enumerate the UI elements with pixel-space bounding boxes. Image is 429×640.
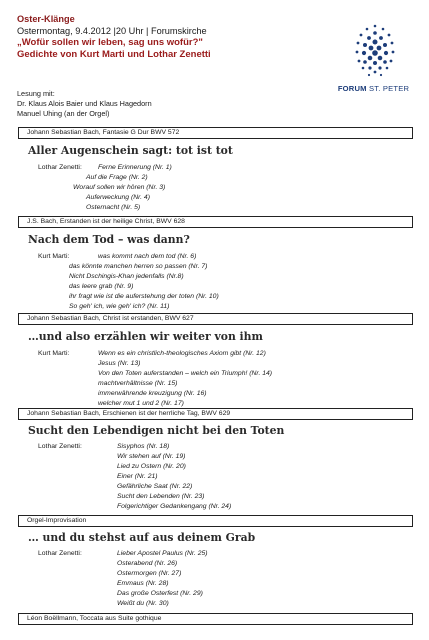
forum-st-peter-logo [326, 22, 421, 102]
program-subtitle: Gedichte von Kurt Marti und Lothar Zenetti [17, 49, 211, 60]
poem-5: Osternacht (Nr. 5) [86, 204, 141, 211]
readers-line-2: Manuel Uhing (an der Orgel) [17, 109, 110, 118]
poem-15: machtverhältnisse (Nr. 15) [98, 380, 178, 387]
poem-2: Auf die Frage (Nr. 2) [86, 174, 148, 181]
poem-9: das leere grab (Nr. 9) [69, 283, 134, 290]
dot-circle-icon [352, 22, 398, 80]
poem-21: Einer (Nr. 21) [117, 473, 158, 480]
poem-3: Worauf sollen wir hören (Nr. 3) [73, 184, 166, 191]
music-item-4: Johann Sebastian Bach, Erschienen ist der herrliche Tag, BWV 629 [18, 408, 413, 420]
poem-24: Folgerichtiger Gedankengang (Nr. 24) [117, 503, 232, 510]
event-title: Oster-Klänge [17, 14, 75, 24]
logo-wordmark [326, 84, 421, 93]
poem-17: welcher mut 1 und 2 (Nr. 17) [98, 400, 184, 407]
poem-29: Das große Osterfest (Nr. 29) [117, 590, 203, 597]
poem-12: Wenn es ein christlich-theologisches Axiom gibt (Nr. 12) [98, 350, 266, 357]
readers-label: Lesung mit: [17, 89, 55, 98]
section-3-author: Kurt Marti: [38, 350, 70, 357]
poem-28: Emmaus (Nr. 28) [117, 580, 169, 587]
poem-13: Jesus (Nr. 13) [98, 360, 141, 367]
section-2-author: Kurt Marti: [38, 253, 70, 260]
program-title: „Wofür sollen wir leben, sag uns wofür?" [17, 37, 203, 48]
poem-8: Nicht Dschingis-Khan jedenfalls (Nr.8) [69, 273, 184, 280]
poem-18: Sisyphos (Nr. 18) [117, 443, 170, 450]
poem-20: Lied zu Ostern (Nr. 20) [117, 463, 186, 470]
logo-name-bold: FORUM [337, 84, 367, 93]
music-item-3: Johann Sebastian Bach, Christ ist erstanden, BWV 627 [18, 313, 413, 325]
poem-22: Gefährliche Saat (Nr. 22) [117, 483, 193, 490]
poem-25: Lieber Apostel Paulus (Nr. 25) [117, 550, 208, 557]
section-1-title: Aller Augenschein sagt: tot ist tot [28, 144, 233, 157]
section-2-title: Nach dem Tod – was dann? [28, 233, 190, 246]
music-item-1: Johann Sebastian Bach, Fantasie G Dur BWV 572 [18, 127, 413, 139]
poem-10: ihr fragt wie ist die auferstehung der toten (Nr. 10) [69, 293, 219, 300]
music-item-6: Léon Boëllmann, Toccata aus Suite gothique [18, 613, 413, 625]
music-item-5: Orgel-Improvisation [18, 515, 413, 527]
poem-14: Von den Toten auferstanden – welch ein Triumph! (Nr. 14) [98, 370, 273, 377]
poem-23: Sucht den Lebenden (Nr. 23) [117, 493, 205, 500]
event-date: Ostermontag, 9.4.2012 |20 Uhr | Forumskirche [17, 26, 207, 36]
poem-26: Osterabend (Nr. 26) [117, 560, 178, 567]
poem-11: So geh' ich, wie geh' ich? (Nr. 11) [69, 303, 170, 310]
readers-line-1: Dr. Klaus Alois Baier und Klaus Hagedorn [17, 99, 152, 108]
header [17, 14, 327, 61]
poem-27: Ostermorgen (Nr. 27) [117, 570, 182, 577]
poem-6: was kommt nach dem tod (Nr. 6) [98, 253, 197, 260]
poem-4: Auferweckung (Nr. 4) [86, 194, 150, 201]
section-1-author: Lothar Zenetti: [38, 164, 82, 171]
section-4-title: Sucht den Lebendigen nicht bei den Toten [28, 424, 285, 437]
music-item-2: J.S. Bach, Erstanden ist der heilige Christ, BWV 628 [18, 216, 413, 228]
section-3-title: …und also erzählen wir weiter von ihm [28, 330, 263, 343]
poem-30: Weißt du (Nr. 30) [117, 600, 169, 607]
logo-name-rest: ST. PETER [366, 84, 410, 93]
poem-1: Ferne Erinnerung (Nr. 1) [98, 164, 172, 171]
section-5-author: Lothar Zenetti: [38, 550, 82, 557]
poem-19: Wir stehen auf (Nr. 19) [117, 453, 186, 460]
poem-7: das könnte manchen herren so passen (Nr. 7) [69, 263, 208, 270]
section-5-title: … und du stehst auf aus deinem Grab [28, 531, 256, 544]
section-4-author: Lothar Zenetti: [38, 443, 82, 450]
poem-16: immerwährende kreuzigung (Nr. 16) [98, 390, 207, 397]
